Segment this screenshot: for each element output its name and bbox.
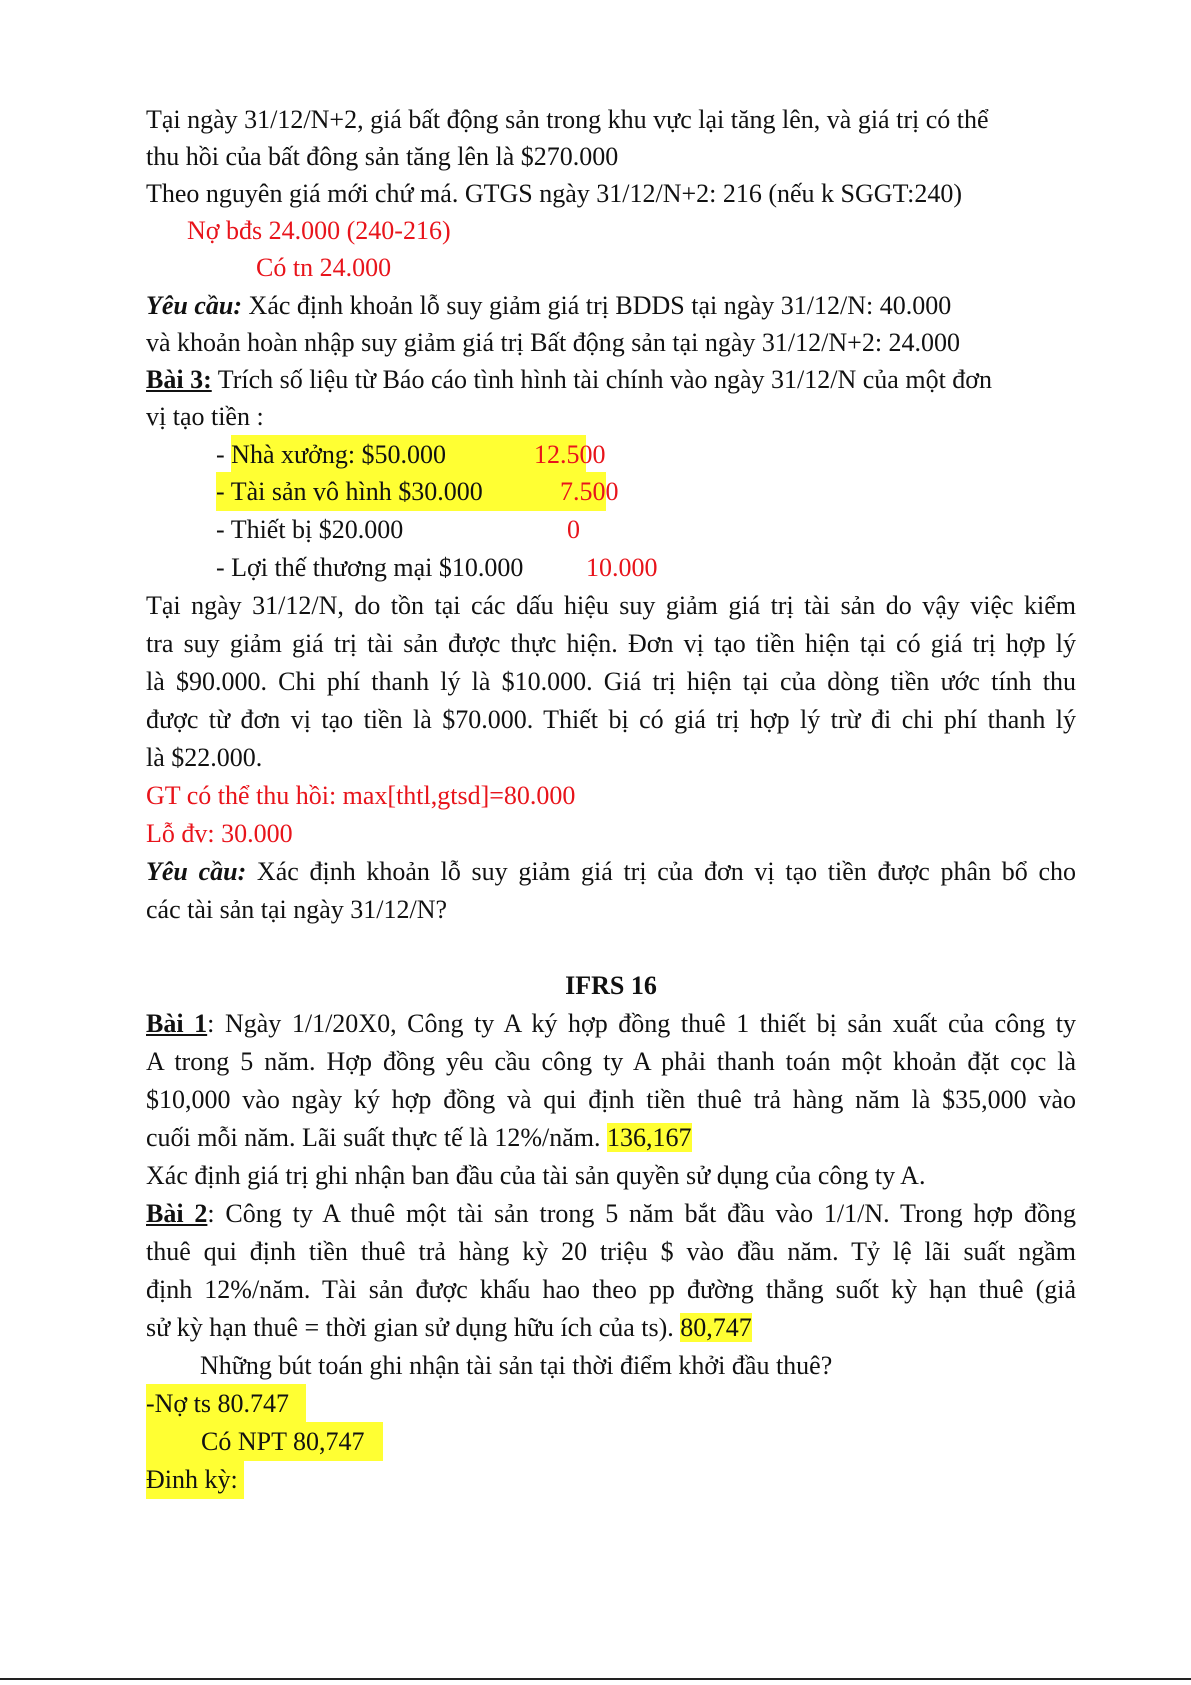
paragraph-line: Tại ngày 31/12/N, do tồn tại các dấu hiệu suy giảm giá trị tài sản do vậy việc kiểm (146, 591, 1076, 620)
periodic-entry-label: Đinh kỳ: (146, 1460, 244, 1499)
paragraph-line: tra suy giảm giá trị tài sản được thực hiện. Đơn vị tạo tiền hiện tại có giá trị hợp lý (146, 629, 1076, 658)
asset-value: 12.500 (534, 440, 606, 469)
paragraph-line: Những bút toán ghi nhận tài sản tại thời điểm khởi đầu thuê? (200, 1351, 833, 1380)
paragraph-line: là $90.000. Chi phí thanh lý là $10.000. Giá trị hiện tại của dòng tiền ước tính thu (146, 667, 1076, 696)
asset-row (216, 510, 580, 549)
exercise-1-text: : Ngày 1/1/20X0, Công ty A ký hợp đồng thuê 1 thiết bị sản xuất của công ty (207, 1009, 1076, 1038)
journal-credit-highlight: Có NPT 80,747 (146, 1422, 383, 1461)
paragraph-line: được từ đơn vị tạo tiền là $70.000. Thiết bị có giá trị hợp lý trừ đi chi phí thanh lý (146, 705, 1076, 734)
paragraph-text: cuối mỗi năm. Lãi suất thực tế là 12%/năm. (146, 1123, 608, 1152)
asset-value: 10.000 (586, 553, 658, 582)
exercise-2-text: : Công ty A thuê một tài sản trong 5 năm bắt đầu vào 1/1/N. Trong hợp đồng (207, 1199, 1076, 1228)
text-line: và khoản hoàn nhập suy giảm giá trị Bất động sản tại ngày 31/12/N+2: 24.000 (146, 328, 961, 357)
asset-label: - Thiết bị $20.000 (216, 515, 404, 544)
paragraph-line: là $22.000. (146, 743, 263, 772)
loss-note: Lỗ đv: 30.000 (146, 819, 293, 848)
journal-credit: Có tn 24.000 (256, 253, 392, 282)
asset-label: - Lợi thế thương mại $10.000 (216, 553, 524, 582)
exercise-3-text: Trích số liệu từ Báo cáo tình hình tài chính vào ngày 31/12/N của một đơn (211, 365, 993, 394)
asset-value: 0 (567, 515, 580, 544)
exercise-1-label: Bài 1 (146, 1009, 208, 1038)
text-line: vị tạo tiền : (146, 402, 264, 431)
asset-label-highlight (231, 435, 606, 474)
exercise-3-line (146, 360, 992, 399)
paragraph-line: A trong 5 năm. Hợp đồng yêu cầu công ty A phải thanh toán một khoản đặt cọc là (146, 1047, 1076, 1076)
text-line: Tại ngày 31/12/N+2, giá bất động sản trong khu vực lại tăng lên, và giá trị có thể (146, 105, 989, 134)
exercise-2-line (146, 1194, 1076, 1233)
requirement-label: Yêu cầu: (146, 291, 243, 320)
asset-label: - Tài sản vô hình $30.000 (216, 477, 483, 506)
asset-label: Nhà xưởng: $50.000 (231, 440, 447, 469)
text-line: thu hồi của bất đông sản tăng lên là $270.000 (146, 142, 619, 171)
requirement-text: Xác định khoản lỗ suy giảm giá trị của đơn vị tạo tiền được phân bổ cho (246, 857, 1076, 886)
answer-highlight: 80,747 (680, 1313, 752, 1342)
journal-debit: Nợ bđs 24.000 (240-216) (187, 216, 451, 245)
paragraph-text: sử kỳ hạn thuê = thời gian sử dụng hữu ích của ts). (146, 1313, 681, 1342)
section-heading: IFRS 16 (565, 971, 657, 1000)
paragraph-line: định 12%/năm. Tài sản được khấu hao theo pp đường thẳng suốt kỳ hạn thuê (giả (146, 1275, 1076, 1304)
text-line: Theo nguyên giá mới chứ má. GTGS ngày 31/12/N+2: 216 (nếu k SGGT:240) (146, 179, 963, 208)
recoverable-value-note: GT có thể thu hồi: max[thtl,gtsd]=80.000 (146, 781, 576, 810)
asset-row (216, 472, 619, 511)
asset-label-highlight (216, 472, 619, 511)
journal-debit-highlight: -Nợ ts 80.747 (146, 1384, 306, 1423)
asset-value: 7.500 (560, 477, 619, 506)
exercise-2-label: Bài 2 (146, 1199, 208, 1228)
text-line: các tài sản tại ngày 31/12/N? (146, 895, 448, 924)
paragraph-line: $10,000 vào ngày ký hợp đồng và qui định tiền thuê trả hàng năm là $35,000 vào (146, 1085, 1076, 1114)
paragraph-line: thuê qui định tiền thuê trả hàng kỳ 20 triệu $ vào đầu năm. Tỷ lệ lãi suất ngầm (146, 1237, 1076, 1266)
paragraph-line (146, 1118, 692, 1157)
page-bottom-rule (0, 1678, 1191, 1680)
asset-dash: - (216, 440, 232, 469)
paragraph-line (146, 1308, 752, 1347)
asset-row (216, 548, 658, 587)
requirement-line (146, 852, 1076, 891)
paragraph-line: Xác định giá trị ghi nhận ban đầu của tài sản quyền sử dụng của công ty A. (146, 1161, 926, 1190)
exercise-3-label: Bài 3: (146, 365, 212, 394)
requirement-line (146, 286, 951, 325)
asset-row (216, 435, 606, 474)
answer-highlight: 136,167 (607, 1123, 692, 1152)
requirement-label: Yêu cầu: (146, 857, 247, 886)
requirement-text: Xác định khoản lỗ suy giảm giá trị BDDS tại ngày 31/12/N: 40.000 (242, 291, 952, 320)
exercise-1-line (146, 1004, 1076, 1043)
